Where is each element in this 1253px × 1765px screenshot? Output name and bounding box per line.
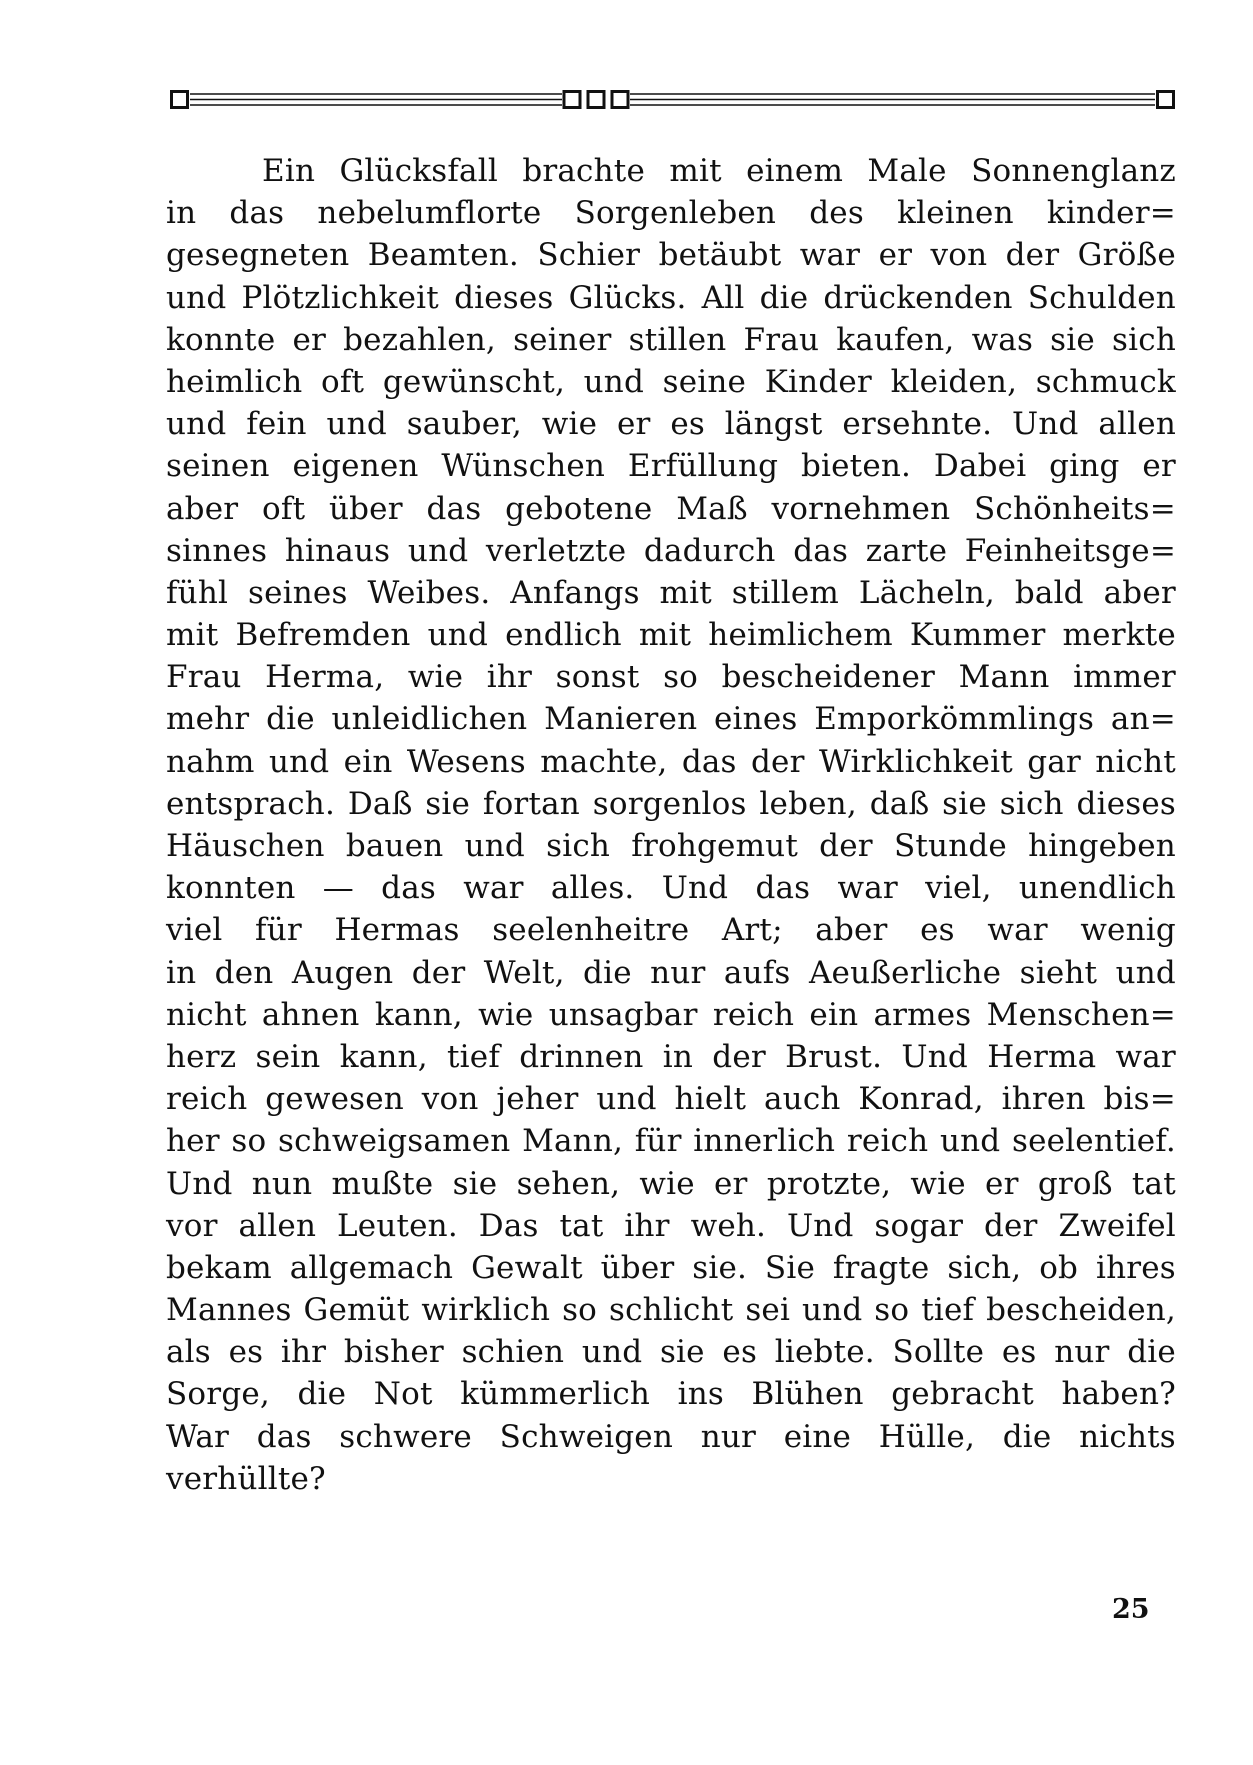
text-line: fühl seines Weibes. Anfangs mit stillem Lächeln, bald aber [166,574,1176,611]
text-line: in das nebelumflorte Sorgenleben des kleinen kinder= [166,195,1176,232]
text-line: als es ihr bisher schien und sie es liebte. Sollte es nur die [166,1334,1176,1371]
text-line: bekam allgemach Gewalt über sie. Sie fragte sich, ob ihres [166,1249,1176,1286]
text-line: Frau Herma, wie ihr sonst so bescheidener Mann immer [166,659,1176,696]
text-line: nicht ahnen kann, wie unsagbar reich ein armes Menschen= [166,996,1176,1033]
text-line: mehr die unleidlichen Manieren eines Emporkömmlings an= [166,701,1176,738]
text-line: her so schweigsamen Mann, für innerlich reich und seelentief. [166,1123,1176,1160]
text-line: mit Befremden und endlich mit heimlichem Kummer merkte [166,617,1176,654]
text-line: verhüllte? [166,1460,326,1497]
page-number: 25 [1112,1594,1150,1625]
text-line: Ein Glücksfall brachte mit einem Male Sonnenglanz [262,153,1176,189]
text-line: in den Augen der Welt, die nur aufs Aeußerliche sieht und [166,954,1176,991]
text-line: viel für Hermas seelenheitre Art; aber es war wenig [166,912,1176,949]
text-line: nahm und ein Wesens machte, das der Wirklichkeit gar nicht [166,743,1176,780]
text-line: Mannes Gemüt wirklich so schlicht sei und so tief bescheiden, [166,1292,1176,1329]
text-line: und fein und sauber, wie er es längst ersehnte. Und allen [166,406,1176,443]
text-line: konnte er bezahlen, seiner stillen Frau kaufen, was sie sich [166,321,1176,358]
text-line: konnten — das war alles. Und das war viel, unendlich [166,870,1176,907]
text-line: Sorge, die Not kümmerlich ins Blühen gebracht haben? [166,1376,1176,1413]
text-line: aber oft über das gebotene Maß vornehmen Schönheits= [166,490,1176,527]
text-line: seinen eigenen Wünschen Erfüllung bieten. Dabei ging er [166,448,1176,485]
header-ornament [170,86,1175,114]
body-text [166,150,1176,1500]
text-line: entsprach. Daß sie fortan sorgenlos leben, daß sie sich dieses [166,785,1176,822]
text-line: War das schwere Schweigen nur eine Hülle, die nichts [166,1418,1176,1455]
text-line: Und nun mußte sie sehen, wie er protzte, wie er groß tat [166,1165,1176,1202]
text-line: Häuschen bauen und sich frohgemut der Stunde hingeben [166,828,1176,864]
text-line: und Plötzlichkeit dieses Glücks. All die drückenden Schulden [166,279,1176,316]
text-line: gesegneten Beamten. Schier betäubt war er von der Größe [166,237,1176,274]
text-line: sinnes hinaus und verletzte dadurch das zarte Feinheitsge= [166,532,1176,569]
text-line: heimlich oft gewünscht, und seine Kinder kleiden, schmuck [166,363,1176,400]
text-line: reich gewesen von jeher und hielt auch Konrad, ihren bis= [166,1081,1176,1118]
text-line: vor allen Leuten. Das tat ihr weh. Und sogar der Zweifel [166,1207,1176,1244]
text-line: herz sein kann, tief drinnen in der Brust. Und Herma war [166,1038,1176,1075]
